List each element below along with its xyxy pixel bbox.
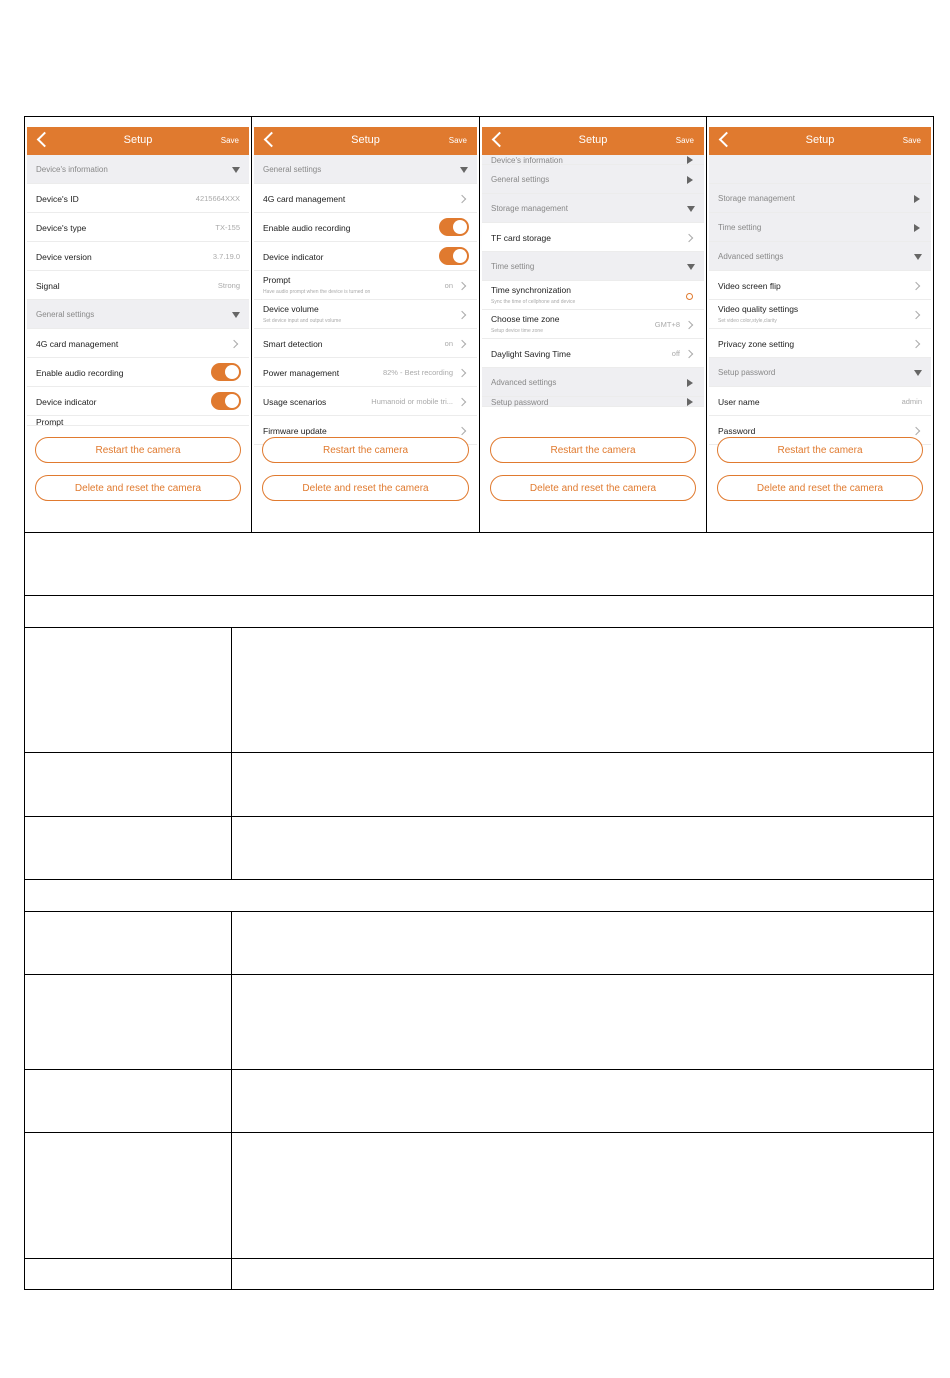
chevron-right-icon[interactable] <box>458 282 466 290</box>
setting-label: Storage management <box>718 194 795 203</box>
toggle-switch[interactable] <box>211 392 241 410</box>
setting-description: Have audio prompt when the device is turned on <box>263 289 371 295</box>
setting-value: 3.7.19.0 <box>212 252 240 261</box>
setting-value: on <box>444 339 453 348</box>
setting-row-signal <box>27 271 249 300</box>
section-header-setup-password[interactable] <box>482 397 704 407</box>
setting-label: Device volume <box>263 304 319 314</box>
setup-screen-4 <box>707 117 933 532</box>
chevron-right-icon[interactable] <box>685 321 693 329</box>
restart-camera-button[interactable]: Restart the camera <box>35 437 241 463</box>
triangle-down-icon[interactable] <box>232 312 240 318</box>
setting-label: Privacy zone setting <box>718 339 795 349</box>
setting-label: General settings <box>491 175 550 184</box>
setting-row-privacy-zone-setting[interactable] <box>709 329 931 358</box>
setting-label: Setup password <box>491 398 549 407</box>
top-bar <box>482 127 704 155</box>
toggle-knob <box>453 220 467 234</box>
delete-reset-camera-button[interactable]: Delete and reset the camera <box>262 475 469 501</box>
section-header-storage-management[interactable] <box>709 184 931 213</box>
setting-row-video-screen-flip[interactable] <box>709 271 931 300</box>
document-table <box>24 116 934 1290</box>
triangle-down-icon[interactable] <box>687 264 695 270</box>
delete-reset-camera-button[interactable]: Delete and reset the camera <box>35 475 241 501</box>
chevron-right-icon[interactable] <box>458 195 466 203</box>
setting-value: off <box>671 349 680 358</box>
setting-value: 4215664XXX <box>195 194 240 203</box>
restart-camera-button[interactable]: Restart the camera <box>490 437 696 463</box>
section-header-device-s-information[interactable] <box>482 155 704 165</box>
setup-screen-1 <box>25 117 252 532</box>
chevron-right-icon[interactable] <box>458 427 466 435</box>
chevron-right-icon[interactable] <box>912 427 920 435</box>
toggle-switch[interactable] <box>439 218 469 236</box>
setting-label: Storage management <box>491 204 568 213</box>
table-row-divider <box>25 752 933 753</box>
setting-label: Time setting <box>718 223 762 232</box>
chevron-right-icon[interactable] <box>912 311 920 319</box>
top-bar <box>27 127 249 155</box>
setting-label: Daylight Saving Time <box>491 349 571 359</box>
save-button[interactable]: Save <box>448 136 467 145</box>
table-row-divider <box>25 1258 933 1259</box>
page-title: Setup <box>351 134 380 146</box>
table-row-divider <box>25 911 933 912</box>
setting-row-tf-card-storage[interactable] <box>482 223 704 252</box>
setting-label: Video screen flip <box>718 281 781 291</box>
setting-label: Firmware update <box>263 426 327 436</box>
setting-description: Setup device time zone <box>491 328 543 334</box>
setting-description: Set device input and output volume <box>263 318 342 324</box>
setting-row-power-management[interactable] <box>254 358 477 387</box>
setting-label: TF card storage <box>491 233 551 243</box>
setting-row-prompt[interactable] <box>254 271 477 300</box>
section-header-time-setting[interactable] <box>709 213 931 242</box>
save-button[interactable]: Save <box>220 136 239 145</box>
setting-label: Enable audio recording <box>36 368 124 378</box>
triangle-down-icon[interactable] <box>460 167 468 173</box>
setting-value: admin <box>901 397 922 406</box>
setting-row-prompt <box>27 416 249 426</box>
setting-label: Device's information <box>36 165 108 174</box>
section-header-general-settings[interactable] <box>254 155 477 184</box>
setting-label: Setup password <box>718 368 776 377</box>
table-row-divider <box>25 1069 933 1070</box>
setting-label: Prompt <box>36 417 64 427</box>
setting-label: Video quality settings <box>718 304 799 314</box>
setting-row-daylight-saving-time[interactable] <box>482 339 704 368</box>
setting-label: Advanced settings <box>491 378 557 387</box>
setting-value: 82% - Best recording <box>382 368 453 377</box>
setting-label: Device's information <box>491 156 563 165</box>
section-header-blank[interactable] <box>709 155 931 184</box>
chevron-right-icon[interactable] <box>458 398 466 406</box>
toggle-knob <box>225 365 239 379</box>
setting-label: Device indicator <box>36 397 97 407</box>
triangle-down-icon[interactable] <box>914 370 922 376</box>
restart-camera-button[interactable]: Restart the camera <box>717 437 923 463</box>
chevron-right-icon[interactable] <box>912 340 920 348</box>
setting-label: Choose time zone <box>491 314 560 324</box>
table-row-divider <box>25 974 933 975</box>
setting-row-enable-audio-recording[interactable] <box>254 213 477 242</box>
settings-list <box>482 155 704 427</box>
toggle-knob <box>225 394 239 408</box>
setting-description: Set video color,style,clarity <box>718 318 777 324</box>
setting-row-choose-time-zone[interactable] <box>482 310 704 339</box>
settings-list <box>27 155 249 427</box>
setting-value: Strong <box>217 281 240 290</box>
table-column-divider <box>231 911 232 1290</box>
setting-label: Device's ID <box>36 194 79 204</box>
setting-row-device-indicator[interactable] <box>27 387 249 416</box>
table-row-divider <box>25 595 933 596</box>
triangle-down-icon[interactable] <box>232 167 240 173</box>
setup-screen-3 <box>480 117 707 532</box>
triangle-right-icon[interactable] <box>687 398 693 406</box>
triangle-right-icon[interactable] <box>914 224 920 232</box>
section-header-general-settings[interactable] <box>27 300 249 329</box>
setting-value: on <box>444 281 453 290</box>
save-button[interactable]: Save <box>675 136 694 145</box>
setting-label: Usage scenarios <box>263 397 327 407</box>
setting-row-device-version <box>27 242 249 271</box>
triangle-right-icon[interactable] <box>914 195 920 203</box>
setting-row-4g-card-management[interactable] <box>27 329 249 358</box>
table-row-divider <box>25 627 933 628</box>
setting-label: Password <box>718 426 756 436</box>
setting-label: Signal <box>36 281 60 291</box>
section-header-advanced-settings[interactable] <box>482 368 704 397</box>
section-header-advanced-settings[interactable] <box>709 242 931 271</box>
chevron-right-icon[interactable] <box>685 234 693 242</box>
triangle-right-icon[interactable] <box>687 156 693 164</box>
toggle-knob <box>453 249 467 263</box>
delete-reset-camera-button[interactable]: Delete and reset the camera <box>717 475 923 501</box>
setting-row-device-indicator[interactable] <box>254 242 477 271</box>
triangle-right-icon[interactable] <box>687 176 693 184</box>
page-title: Setup <box>123 134 153 146</box>
setting-row-device-volume[interactable] <box>254 300 477 329</box>
setting-label: Device indicator <box>263 252 324 262</box>
table-row-divider <box>25 879 933 880</box>
setting-label: Device version <box>36 252 92 262</box>
setting-label: Prompt <box>263 275 291 285</box>
setting-row-time-synchronization[interactable] <box>482 281 704 310</box>
chevron-right-icon[interactable] <box>685 350 693 358</box>
setting-row-video-quality-settings[interactable] <box>709 300 931 329</box>
chevron-right-icon[interactable] <box>458 369 466 377</box>
setting-description: Sync the time of cellphone and device <box>491 299 576 305</box>
section-header-device-s-information[interactable] <box>27 155 249 184</box>
table-row-divider <box>25 816 933 817</box>
setting-label: User name <box>718 397 760 407</box>
setting-label: Time setting <box>491 262 535 271</box>
setting-value: TX-155 <box>215 223 240 232</box>
chevron-right-icon[interactable] <box>912 282 920 290</box>
setting-row-device-s-id <box>27 184 249 213</box>
top-bar <box>709 127 931 155</box>
top-bar <box>254 127 477 155</box>
chevron-right-icon[interactable] <box>458 311 466 319</box>
settings-list <box>709 155 931 436</box>
section-header-setup-password[interactable] <box>709 358 931 387</box>
triangle-right-icon[interactable] <box>687 379 693 387</box>
setting-label: General settings <box>36 310 95 319</box>
chevron-right-icon[interactable] <box>230 340 238 348</box>
screenshots-row <box>25 117 933 533</box>
setting-label: Advanced settings <box>718 252 784 261</box>
sync-icon[interactable] <box>686 293 693 300</box>
setting-row-4g-card-management[interactable] <box>254 184 477 213</box>
setting-label: General settings <box>263 165 322 174</box>
setting-row-user-name <box>709 387 931 416</box>
chevron-right-icon[interactable] <box>458 340 466 348</box>
setting-row-enable-audio-recording[interactable] <box>27 358 249 387</box>
setting-value: Humanoid or mobile tri... <box>371 397 453 406</box>
setting-row-device-s-type <box>27 213 249 242</box>
toggle-switch[interactable] <box>439 247 469 265</box>
section-header-general-settings[interactable] <box>482 165 704 194</box>
toggle-switch[interactable] <box>211 363 241 381</box>
setting-label: Smart detection <box>263 339 323 349</box>
setting-label: Enable audio recording <box>263 223 351 233</box>
delete-reset-camera-button[interactable]: Delete and reset the camera <box>490 475 696 501</box>
setting-value: GMT+8 <box>654 320 680 329</box>
triangle-down-icon[interactable] <box>914 254 922 260</box>
setting-label: 4G card management <box>263 194 346 204</box>
settings-list <box>254 155 477 436</box>
table-column-divider <box>231 627 232 879</box>
setting-label: Time synchronization <box>491 285 571 295</box>
section-header-time-setting[interactable] <box>482 252 704 281</box>
page-title: Setup <box>805 134 835 146</box>
table-row-divider <box>25 1132 933 1133</box>
setting-label: 4G card management <box>36 339 119 349</box>
setting-row-usage-scenarios[interactable] <box>254 387 477 416</box>
setup-screen-2 <box>252 117 480 532</box>
setting-label: Device's type <box>36 223 87 233</box>
save-button[interactable]: Save <box>902 136 921 145</box>
section-header-storage-management[interactable] <box>482 194 704 223</box>
setting-label: Power management <box>263 368 340 378</box>
page-title: Setup <box>578 134 608 146</box>
triangle-down-icon[interactable] <box>687 206 695 212</box>
setting-row-smart-detection[interactable] <box>254 329 477 358</box>
restart-camera-button[interactable]: Restart the camera <box>262 437 469 463</box>
